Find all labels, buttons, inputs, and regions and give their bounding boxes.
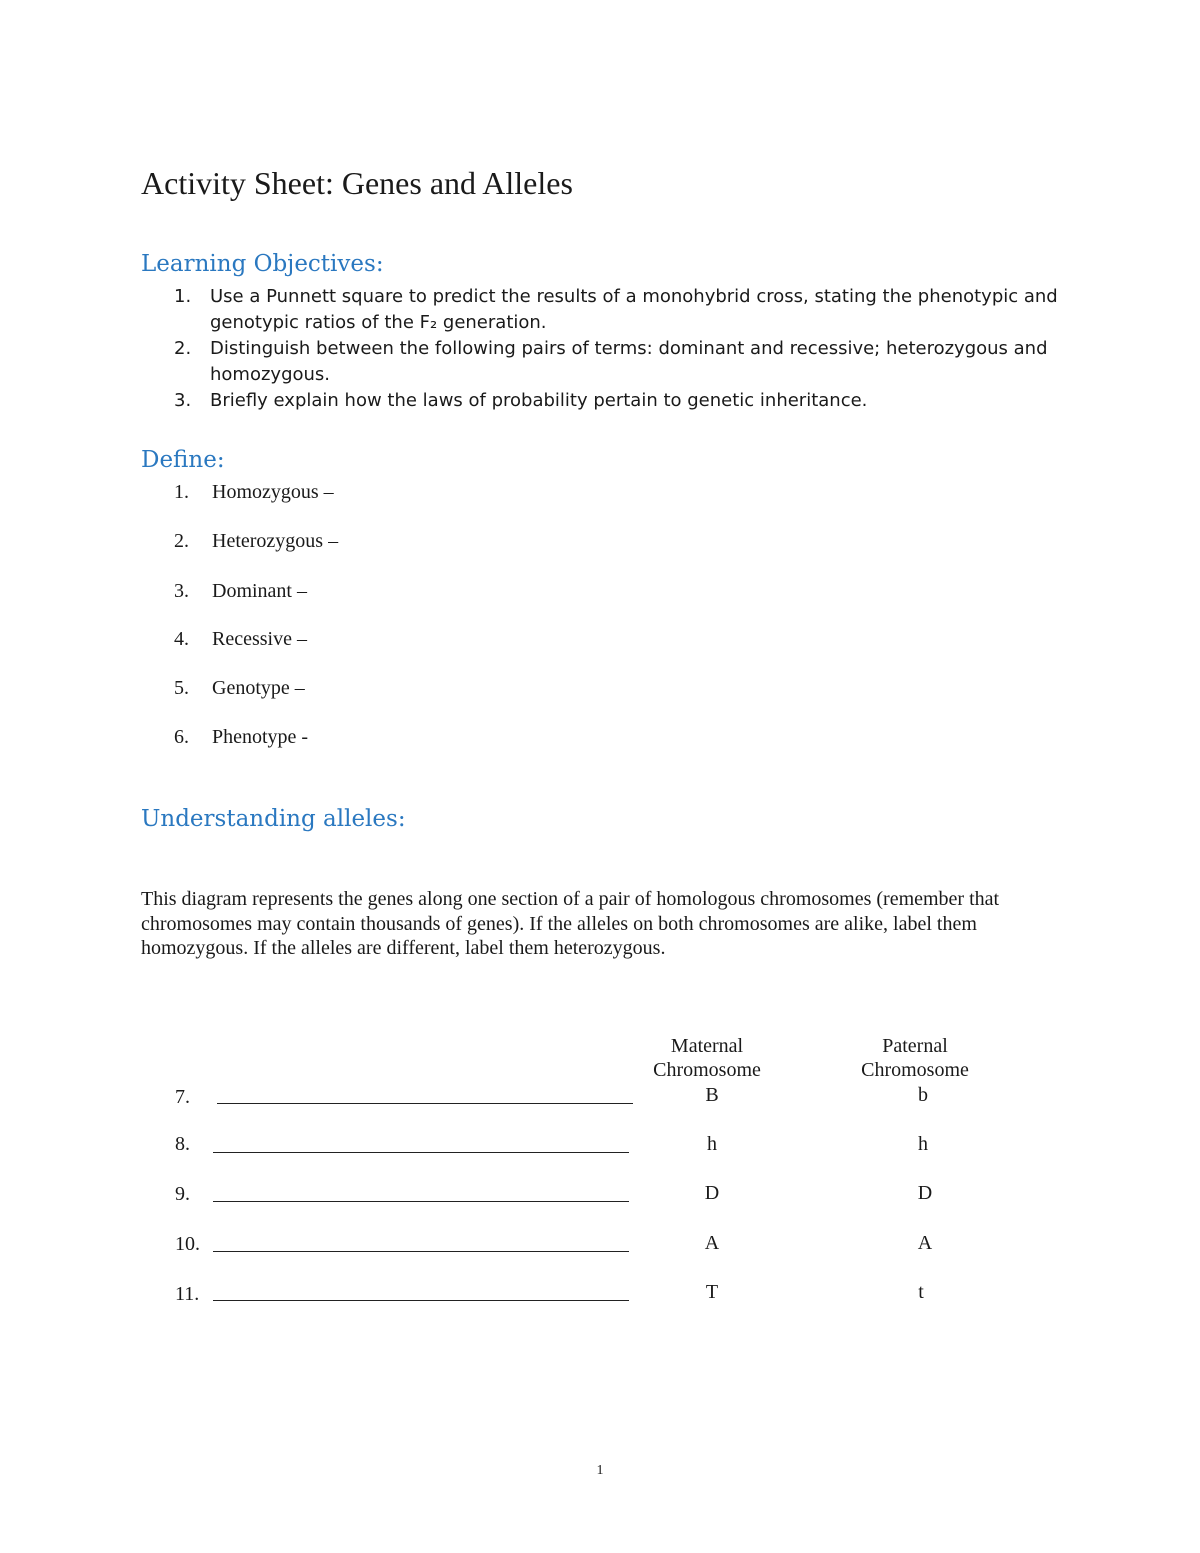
define-term: Genotype – xyxy=(212,677,305,699)
objective-number: 3. xyxy=(174,390,192,411)
define-item xyxy=(174,479,334,505)
define-item xyxy=(174,528,338,554)
maternal-header-line: Maternal xyxy=(670,1035,744,1057)
objective-item xyxy=(174,336,1074,388)
objectives-heading: Learning Objectives: xyxy=(141,251,384,277)
define-number: 6. xyxy=(174,726,189,748)
paternal-allele: A xyxy=(917,1232,933,1254)
define-term: Dominant – xyxy=(212,580,307,602)
maternal-allele: T xyxy=(705,1281,719,1303)
objective-text: Briefly explain how the laws of probability pertain to genetic inheritance. xyxy=(210,390,868,411)
objective-number: 1. xyxy=(174,286,192,307)
allele-row-number: 7. xyxy=(175,1086,190,1108)
paternal-header-line: Chromosome xyxy=(861,1059,969,1081)
paternal-allele: t xyxy=(918,1281,924,1303)
answer-blank-line[interactable] xyxy=(213,1300,629,1301)
define-term: Heterozygous – xyxy=(212,530,339,552)
objective-text: Distinguish between the following pairs of terms: dominant and recessive; heterozygous and homozygous. xyxy=(210,338,1048,385)
paternal-chromosome-header xyxy=(835,1034,995,1082)
define-item xyxy=(174,724,308,750)
objective-item xyxy=(174,284,1074,336)
paternal-allele: b xyxy=(918,1084,928,1106)
maternal-allele: h xyxy=(707,1133,717,1155)
maternal-allele: B xyxy=(705,1084,719,1106)
answer-blank-line[interactable] xyxy=(213,1201,629,1202)
define-term: Recessive – xyxy=(212,628,307,650)
maternal-allele: D xyxy=(704,1182,720,1204)
allele-row-number: 8. xyxy=(175,1133,190,1155)
objective-item xyxy=(174,388,1074,414)
define-number: 3. xyxy=(174,580,189,602)
answer-blank-line[interactable] xyxy=(217,1103,633,1104)
answer-blank-line[interactable] xyxy=(213,1152,629,1153)
define-item xyxy=(174,578,307,604)
define-item xyxy=(174,675,305,701)
objective-number: 2. xyxy=(174,338,192,359)
alleles-instructions: This diagram represents the genes along one section of a pair of homologous chromosomes (remember that chromosomes may contain thousands of genes). If the alleles on both chromosomes are alike, label them homozygous. If the alleles are different, label them heterozygous. xyxy=(141,888,1000,959)
define-number: 1. xyxy=(174,481,189,503)
define-term: Phenotype - xyxy=(212,726,309,748)
paternal-header-line: Paternal xyxy=(882,1035,948,1057)
define-term: Homozygous – xyxy=(212,481,334,503)
define-number: 5. xyxy=(174,677,189,699)
define-item xyxy=(174,626,307,652)
maternal-header-line: Chromosome xyxy=(653,1059,761,1081)
maternal-allele: A xyxy=(704,1232,720,1254)
allele-row-number: 11. xyxy=(175,1283,200,1305)
answer-blank-line[interactable] xyxy=(213,1251,629,1252)
define-number: 4. xyxy=(174,628,189,650)
alleles-heading: Understanding alleles: xyxy=(141,806,406,832)
page-title: Activity Sheet: Genes and Alleles xyxy=(141,165,573,201)
page-number: 1 xyxy=(596,1463,604,1478)
maternal-chromosome-header xyxy=(627,1034,787,1082)
define-heading: Define: xyxy=(141,447,225,473)
objectives-list xyxy=(174,284,1074,414)
allele-row-number: 10. xyxy=(175,1233,200,1255)
paternal-allele: h xyxy=(918,1133,928,1155)
allele-row-number: 9. xyxy=(175,1183,190,1205)
paternal-allele: D xyxy=(917,1182,933,1204)
objective-text: Use a Punnett square to predict the results of a monohybrid cross, stating the phenotypic and genotypic ratios of the F₂ generation. xyxy=(210,286,1058,333)
define-number: 2. xyxy=(174,530,189,552)
